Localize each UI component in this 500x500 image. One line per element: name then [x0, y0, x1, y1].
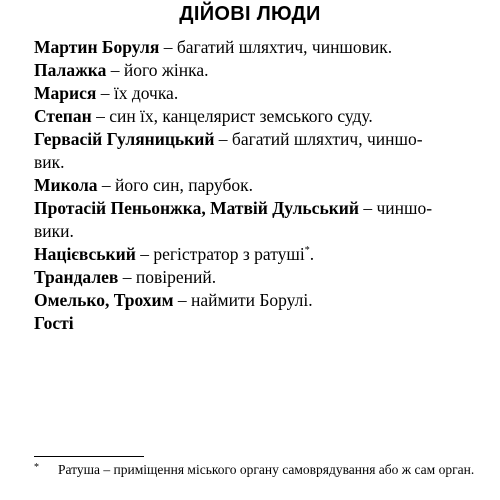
cast-desc: – багатий шляхтич, чиншо- — [214, 129, 423, 149]
cast-entry-hosti — [34, 312, 474, 335]
cast-desc: – його жінка. — [106, 60, 209, 80]
cast-desc-continuation: вики. — [34, 221, 74, 241]
cast-desc: – повірений. — [118, 267, 217, 287]
footnote-text: Ратуша – приміщення міського органу самоврядування або ж сам орган. — [58, 462, 475, 477]
cast-name: Гості — [34, 313, 74, 333]
cast-desc: – регістратор з ратуші — [135, 244, 305, 264]
page-title: ДІЙОВІ ЛЮДИ — [179, 3, 321, 25]
cast-name: Палажка — [34, 60, 107, 80]
cast-desc-continuation: вик. — [34, 152, 65, 172]
cast-name: Націєвський — [34, 244, 136, 264]
cast-desc: – син їх, канцелярист земського суду. — [91, 106, 373, 126]
cast-entry-omelko-trokhym — [34, 289, 474, 312]
footnote-mark: * — [34, 462, 39, 473]
cast-entry-boruliа — [34, 36, 474, 59]
cast-entry-hulianytskyi — [34, 128, 474, 174]
cast-desc: – наймити Борулі. — [173, 290, 313, 310]
cast-desc: – багатий шляхтич, чиншовик. — [159, 37, 393, 57]
cast-entry-palazhka — [34, 59, 474, 82]
cast-entry-natsiievskyi — [34, 243, 474, 266]
cast-entry-stepan — [34, 105, 474, 128]
cast-list — [34, 36, 474, 335]
footnote-divider — [34, 456, 144, 457]
cast-name: Марися — [34, 83, 97, 103]
cast-name: Микола — [34, 175, 98, 195]
cast-entry-mykola — [34, 174, 474, 197]
cast-name: Трандалев — [34, 267, 119, 287]
cast-name: Омелько, Трохим — [34, 290, 174, 310]
cast-desc-tail: . — [309, 244, 315, 264]
cast-desc: – їх дочка. — [96, 83, 179, 103]
cast-desc: – чиншо- — [358, 198, 433, 218]
cast-entry-marysia — [34, 82, 474, 105]
cast-desc: – його син, парубок. — [97, 175, 253, 195]
cast-name: Гервасій Гуляницький — [34, 129, 215, 149]
footnote — [34, 461, 494, 478]
cast-name: Мартин Боруля — [34, 37, 160, 57]
footnote-reference-mark[interactable]: * — [304, 245, 310, 257]
cast-entry-penionzhka-dulskyi — [34, 197, 474, 243]
cast-entry-trandalev — [34, 266, 474, 289]
cast-name: Протасій Пеньонжка, Матвій Дульський — [34, 198, 359, 218]
cast-name: Степан — [34, 106, 92, 126]
